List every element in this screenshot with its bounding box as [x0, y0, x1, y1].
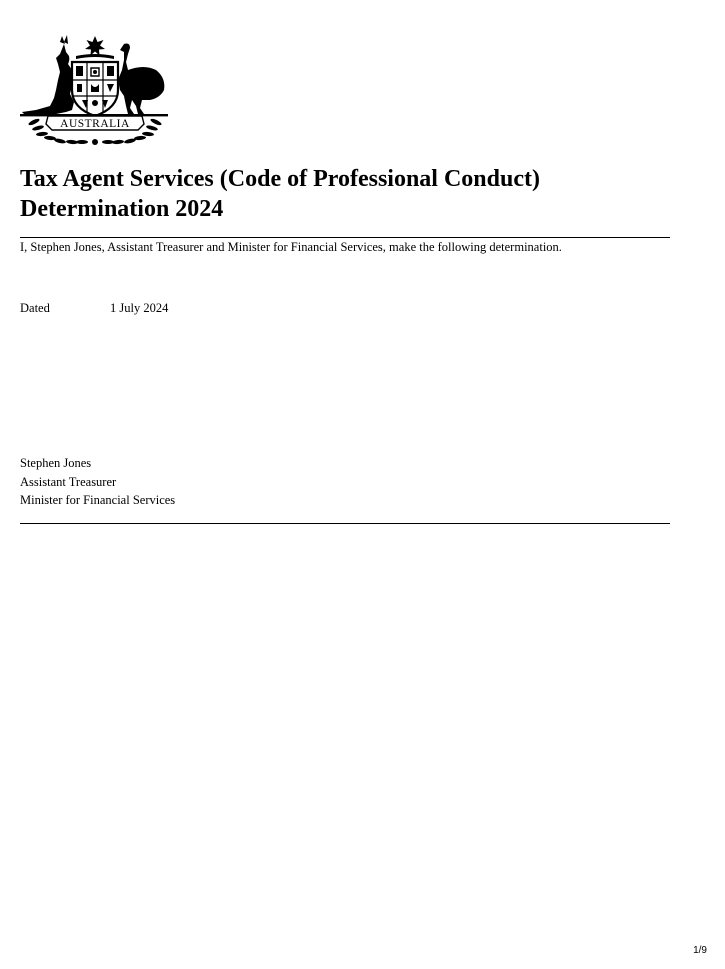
emu-icon	[118, 44, 164, 115]
commonwealth-star-icon	[85, 36, 105, 56]
kangaroo-icon	[22, 44, 76, 116]
signatory-role-2: Minister for Financial Services	[20, 493, 176, 508]
dated-value: 1 July 2024	[110, 301, 169, 315]
document-title-line2: Determination 2024	[20, 196, 224, 222]
document-title	[20, 164, 660, 224]
coat-of-arms-icon	[20, 34, 170, 146]
enacting-statement: I, Stephen Jones, Assistant Treasurer and Minister for Financial Services, make the following determination.	[20, 240, 562, 254]
page-indicator: 1/9	[693, 945, 707, 956]
signatory-block	[20, 454, 175, 510]
dated-label: Dated	[20, 301, 50, 315]
signatory-name: Stephen Jones	[20, 456, 92, 470]
crest-scroll-text: AUSTRALIA	[60, 118, 130, 130]
shield-icon	[72, 62, 118, 116]
signatory-role-1: Assistant Treasurer	[20, 474, 117, 489]
document-title-line1: Tax Agent Services (Code of Professional Conduct)	[20, 166, 540, 192]
bottom-divider	[20, 523, 670, 524]
top-divider	[20, 237, 670, 238]
